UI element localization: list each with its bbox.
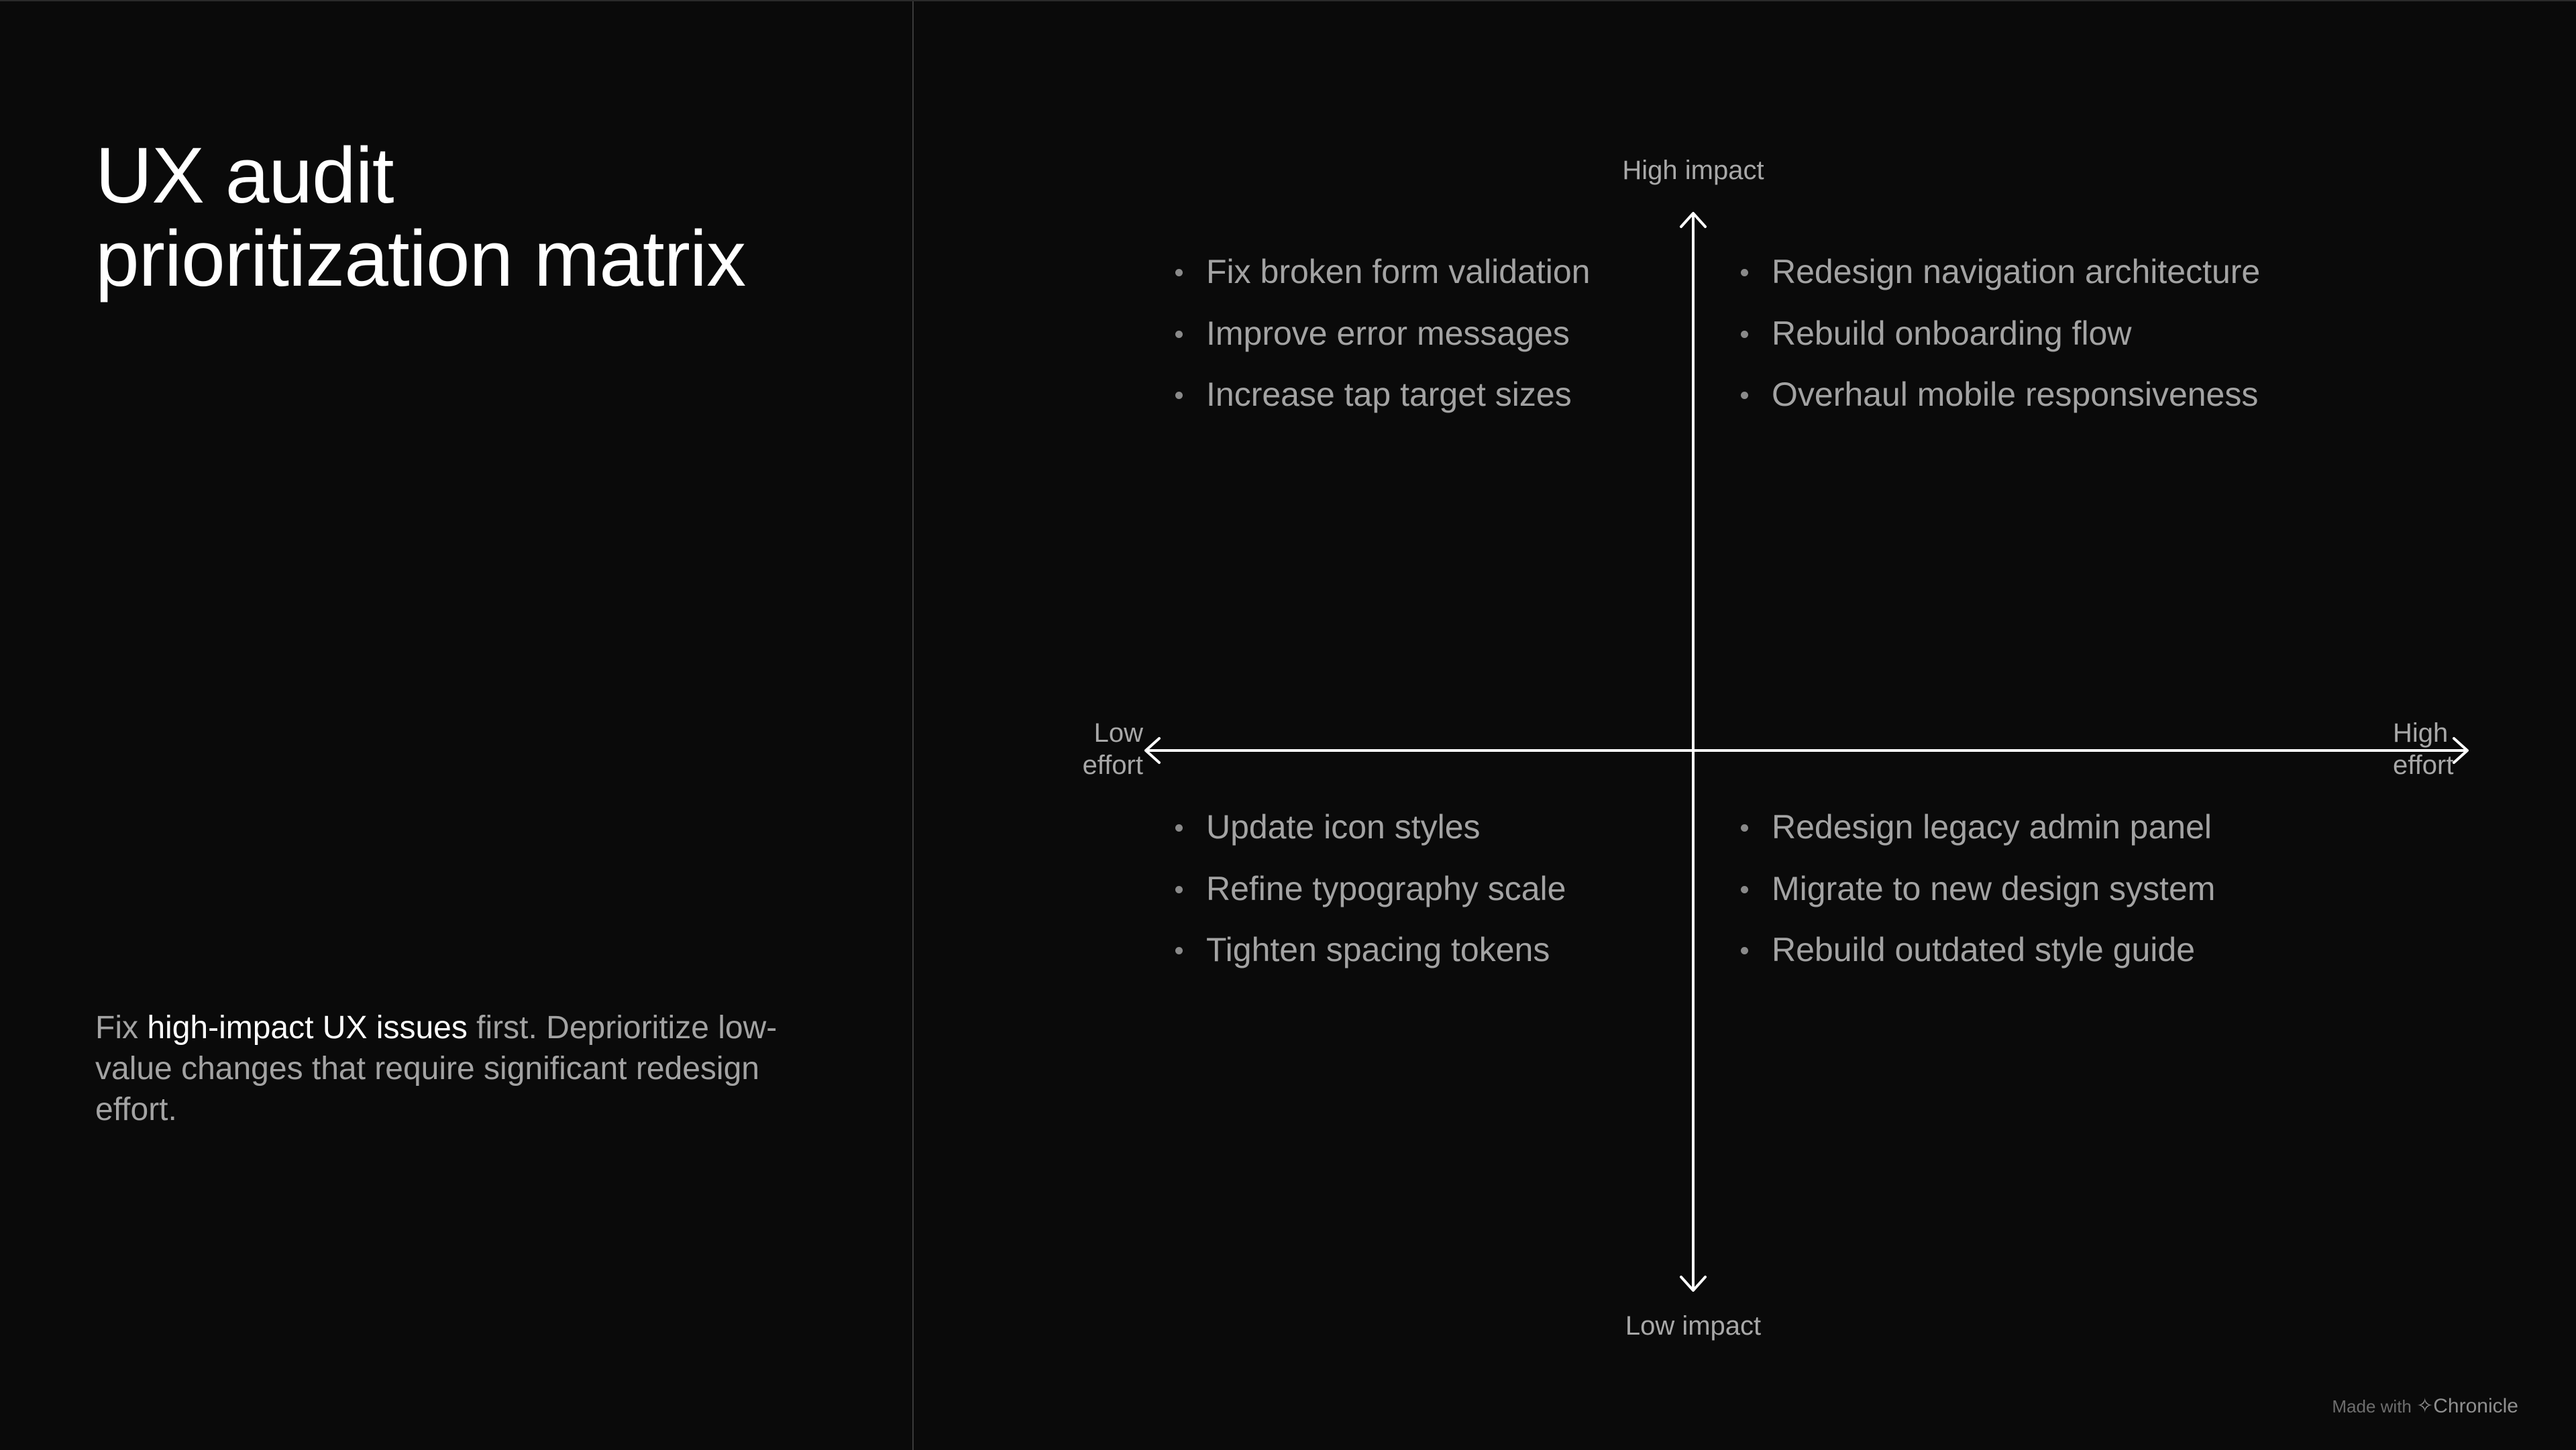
quadrant-item: Overhaul mobile responsiveness xyxy=(1741,373,2260,435)
quadrant-item: Increase tap target sizes xyxy=(1175,373,1590,435)
quadrant-item: Improve error messages xyxy=(1175,312,1590,374)
title-line-2: prioritization matrix xyxy=(95,215,746,303)
quadrant-high-impact-low-effort xyxy=(1175,250,1590,435)
made-with-label: Made with xyxy=(2332,1396,2412,1416)
matrix-axes xyxy=(0,1,2576,1450)
quadrant-item: Tighten spacing tokens xyxy=(1175,928,1566,990)
axis-label-high-effort-line-1: High xyxy=(2393,718,2449,748)
axis-label-low-impact: Low impact xyxy=(1625,1311,1762,1341)
summary-emphasis: high-impact UX issues xyxy=(147,1010,468,1046)
summary-rest: first. Deprioritize low-value changes that require significant redesign effort. xyxy=(95,1010,777,1127)
title-line-1: UX audit xyxy=(95,131,394,220)
quadrant-item: Update icon styles xyxy=(1175,805,1566,867)
made-with-badge[interactable] xyxy=(2332,1395,2518,1418)
quadrant-item: Redesign navigation architecture xyxy=(1741,250,2260,312)
quadrant-item: Rebuild onboarding flow xyxy=(1741,312,2260,374)
axis-label-high-effort xyxy=(2393,717,2507,781)
quadrant-low-impact-low-effort xyxy=(1175,805,1566,990)
quadrant-low-impact-high-effort xyxy=(1741,805,2215,990)
quadrant-item: Migrate to new design system xyxy=(1741,867,2215,929)
axis-label-low-effort xyxy=(1029,717,1143,781)
quadrant-item: Refine typography scale xyxy=(1175,867,1566,929)
sparkle-icon: ✧ xyxy=(2416,1395,2434,1417)
quadrant-high-impact-high-effort xyxy=(1741,250,2260,435)
axis-label-low-effort-line-2: effort xyxy=(1082,750,1143,780)
axis-label-high-impact: High impact xyxy=(1622,156,1764,185)
quadrant-item: Redesign legacy admin panel xyxy=(1741,805,2215,867)
axis-label-low-effort-line-1: Low xyxy=(1093,718,1143,748)
summary-lead: Fix xyxy=(95,1010,148,1046)
chronicle-brand: Chronicle xyxy=(2433,1395,2518,1417)
quadrant-item: Rebuild outdated style guide xyxy=(1741,928,2215,990)
quadrant-item: Fix broken form validation xyxy=(1175,250,1590,312)
axis-label-high-effort-line-2: effort xyxy=(2393,750,2454,780)
